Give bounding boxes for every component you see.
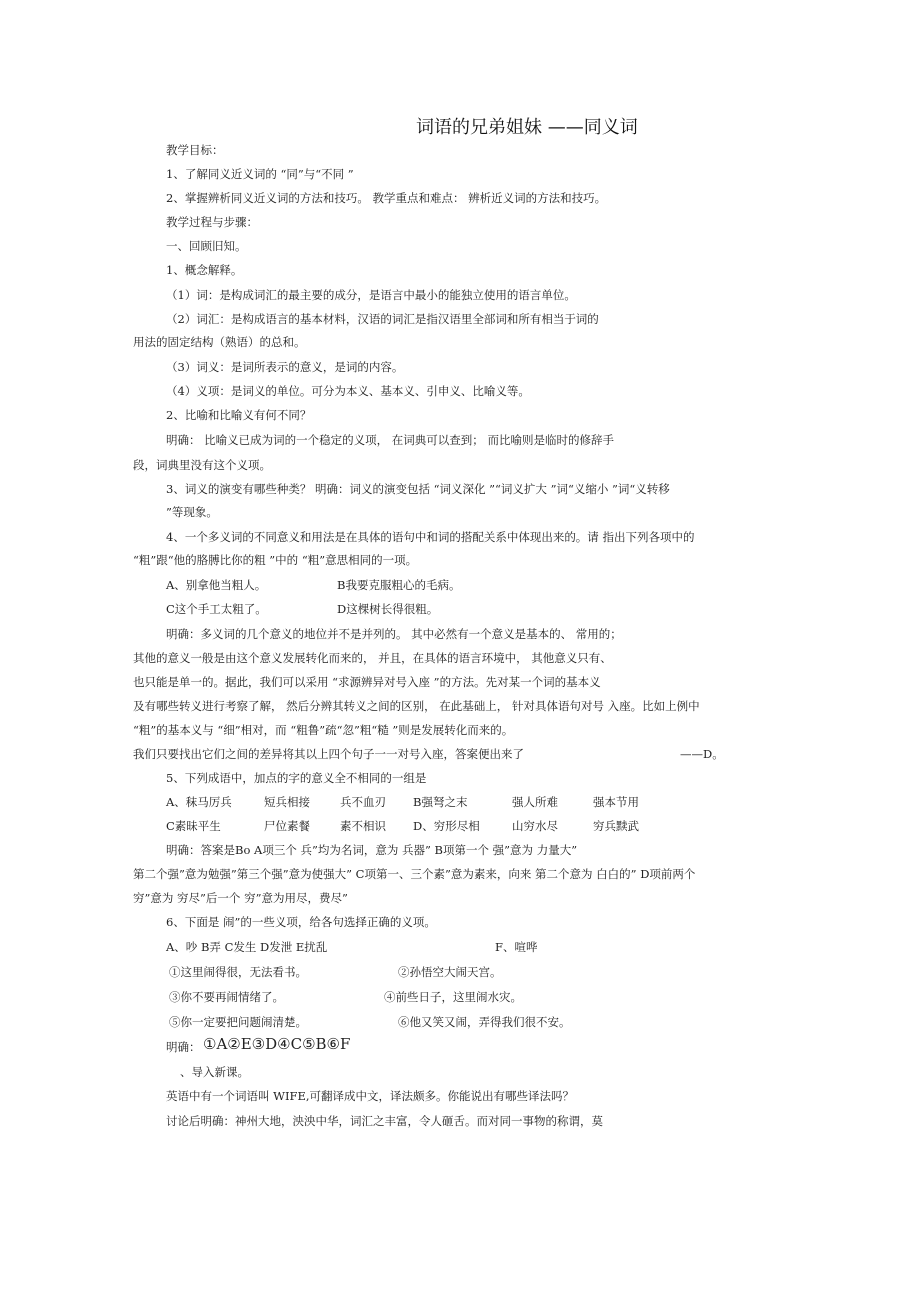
option-d: D这棵树长得很粗。	[337, 602, 439, 616]
text-line: “粗”跟“他的胳膊比你的粗 ”中的 “粗”意思相同的一项。	[133, 553, 418, 567]
text-line: 明确： 比喻义已成为词的一个稳定的义项， 在词典可以查到； 而比喻则是临时的修辞手	[166, 433, 614, 447]
idiom-item: D、穷形尽相	[413, 819, 480, 833]
text-line: 段，词典里没有这个义项。	[133, 458, 271, 472]
text-line: 1、了解同义近义词的 “同”与“不同 ”	[166, 167, 354, 181]
text-line: 第二个强”意为勉强”第三个强”意为使强大” C项第一、三个素”意为素来，向来 第二个意为 白白的” D项前两个	[133, 867, 696, 881]
text-line: 2、掌握辨析同义近义词的方法和技巧。 教学重点和难点： 辨析近义词的方法和技巧。	[166, 191, 607, 205]
text-line: 穷”意为 穷尽”后一个 穷”意为用尽，费尽”	[133, 891, 348, 905]
text-line: 4、一个多义词的不同意义和用法是在具体的语句中和词的搭配关系中体现出来的。请 指出下列各项中的	[166, 530, 695, 544]
text-line: 我们只要找出它们之间的差异将其以上四个句子一一对号入座，答案便出来了	[133, 747, 524, 761]
idiom-item: A、秣马厉兵	[166, 795, 232, 809]
idiom-item: 山穷水尽	[512, 819, 558, 833]
sense-list: F、喧哗	[495, 940, 538, 954]
section-heading: 、导入新课。	[180, 1065, 249, 1079]
answer-label: 明确：	[166, 1040, 201, 1054]
sentence-item: ⑥他又笑又闹，弄得我们很不安。	[398, 1015, 571, 1029]
idiom-item: C素昧平生	[166, 819, 221, 833]
text-line: 6、下面是 闹”的一些义项，给各句选择正确的义项。	[166, 915, 436, 929]
text-line: 教学过程与步骤：	[166, 215, 258, 229]
idiom-item: 尸位素餐	[264, 819, 310, 833]
idiom-item: 兵不血刃	[340, 795, 386, 809]
text-line: 一、回顾旧知。	[166, 239, 247, 253]
text-line: （2）词汇：是构成语言的基本材料，汉语的词汇是指汉语里全部词和所有相当于词的	[166, 312, 599, 326]
text-line: 1、概念解释。	[166, 263, 243, 277]
idiom-item: 强本节用	[593, 795, 639, 809]
text-line: 用法的固定结构（熟语）的总和。	[133, 335, 306, 349]
option-a: A、别拿他当粗人。	[166, 578, 267, 592]
idiom-item: 强人所难	[512, 795, 558, 809]
text-line: 也只能是单一的。据此，我们可以采用 “求源辨异对号入座 ”的方法。先对某一个词的基本义	[133, 675, 601, 689]
idiom-item: 素不相识	[340, 819, 386, 833]
text-line: ”等现象。	[166, 505, 218, 519]
idiom-item: B强弩之末	[413, 795, 468, 809]
idiom-item: 短兵相接	[264, 795, 310, 809]
text-line: 讨论后明确：神州大地，泱泱中华，词汇之丰富，令人砸舌。而对同一事物的称谓，莫	[166, 1114, 603, 1128]
option-b: B我要克服粗心的毛病。	[337, 578, 461, 592]
sentence-item: ⑤你一定要把问题闹清楚。	[169, 1015, 307, 1029]
sentence-item: ②孙悟空大闹天宫。	[398, 965, 502, 979]
document-title: 词语的兄弟姐妹 ——同义词	[416, 117, 638, 138]
text-line: “粗”的基本义与 “细”相对，而 “粗鲁”疏“忽”粗“糙 ”则是发展转化而来的。	[133, 723, 514, 737]
text-line: （1）词：是构成词汇的最主要的成分，是语言中最小的能独立使用的语言单位。	[166, 288, 576, 302]
text-line: 明确：多义词的几个意义的地位并不是并列的。 其中必然有一个意义是基本的、 常用的；	[166, 627, 622, 641]
answer-text: ①A②E③D④C⑤B⑥F	[203, 1035, 351, 1053]
text-line: 其他的意义一般是由这个意义发展转化而来的， 并且，在具体的语言环境中， 其他意义只有、	[133, 651, 612, 665]
sentence-item: ③你不要再闹情绪了。	[169, 990, 284, 1004]
text-line: 及有哪些转义进行考察了解， 然后分辨其转义之间的区别， 在此基础上， 针对具体语句对号 入座。比如上例中	[133, 699, 700, 713]
text-line: 5、下列成语中，加点的字的意义全不相同的一组是	[166, 771, 427, 785]
text-line: 教学目标：	[166, 143, 224, 157]
text-line: （4）义项：是词义的单位。可分为本义、基本义、引申义、比喻义等。	[166, 384, 530, 398]
text-line: 明确：答案是Bo A项三个 兵”均为名词，意为 兵器” B项第一个 强”意为 力量大”	[166, 843, 578, 857]
text-line: （3）词义：是词所表示的意义，是词的内容。	[166, 360, 404, 374]
text-line: 英语中有一个词语叫 WIFE,可翻译成中文，译法颇多。你能说出有哪些译法吗？	[166, 1089, 575, 1103]
sense-list: A、吵 B弄 C发生 D发泄 E扰乱	[166, 940, 328, 954]
sentence-item: ①这里闹得很，无法看书。	[169, 965, 307, 979]
option-c: C这个手工太粗了。	[166, 602, 267, 616]
sentence-item: ④前些日子，这里闹水灾。	[384, 990, 522, 1004]
text-line: 3、词义的演变有哪些种类？ 明确：词义的演变包括 “词义深化 ”“词义扩大 ”词“义缩小 ”词“义转移	[166, 482, 670, 496]
text-line: 2、比喻和比喻义有何不同？	[166, 408, 312, 422]
idiom-item: 穷兵黩武	[593, 819, 639, 833]
answer-text: ——D。	[680, 747, 724, 761]
